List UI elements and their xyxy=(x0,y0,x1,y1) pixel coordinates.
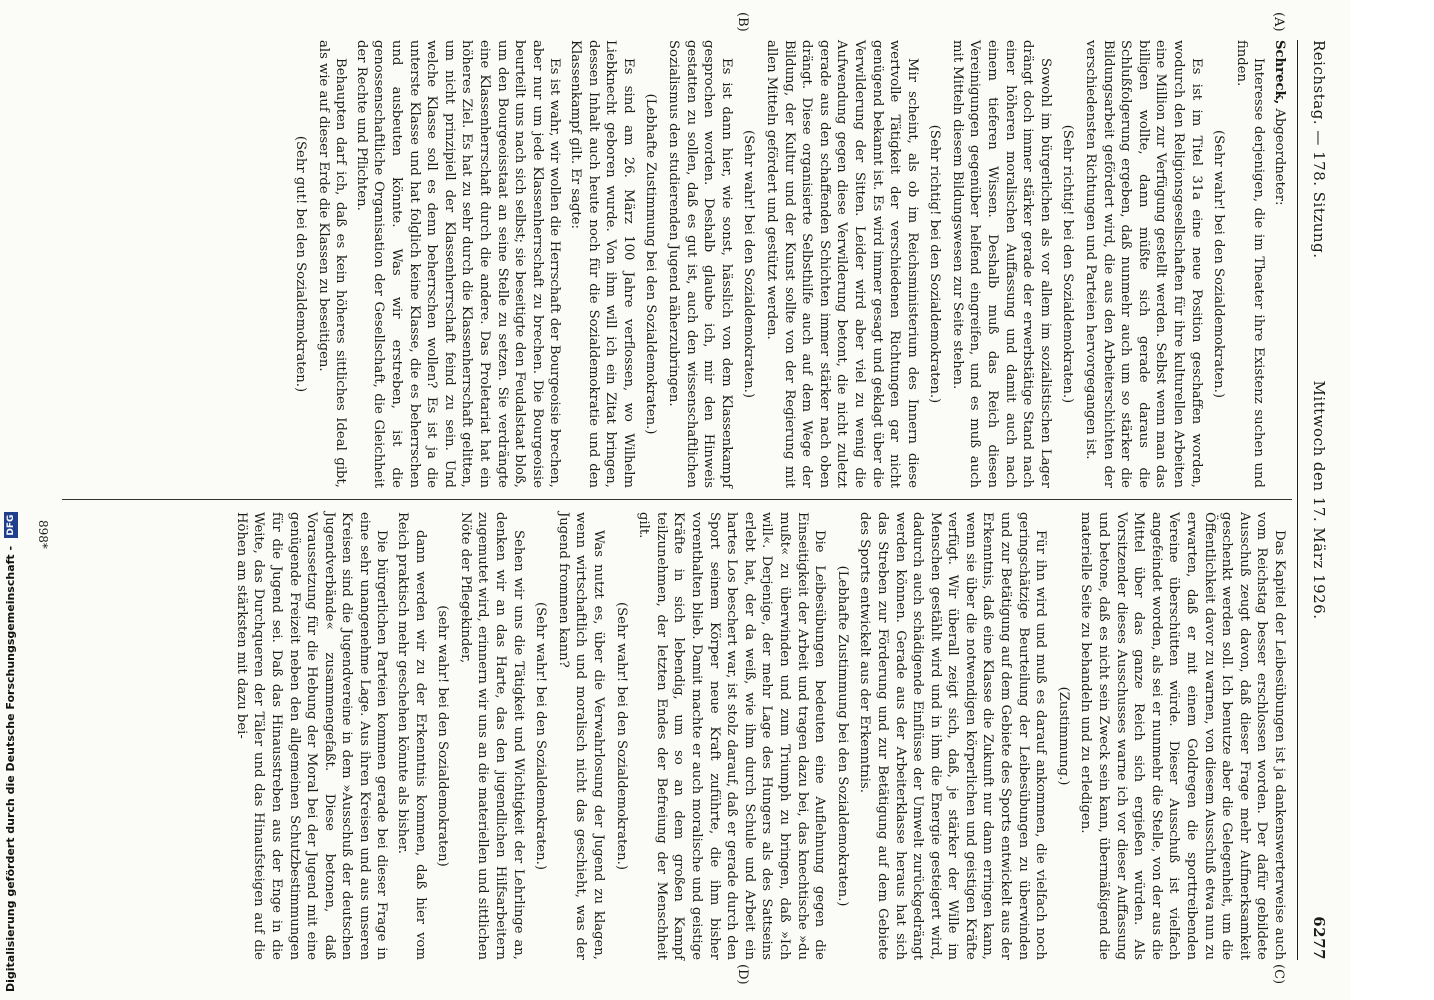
footer-page-number: 898* xyxy=(36,520,50,549)
paragraph: Es ist dann hier, wie sonst, hässlich von dem Klassenkampf gesprochen worden. Deshalb glaube ich, mir den Hinweis gestatten zu sollen, daß es gut ist, auch den wissenschaftlichen Sozialismus den studierenden Jugend näherzubringen. xyxy=(666,40,734,488)
paragraph: Für ihn wird und muß es darauf ankommen, die vielfach noch geringschätzige Beurteilung der Leibesübungen zu überwinden und zur Betätigung auf dem Gebiete des Sports entwickelt aus der Erkenntnis, daß eine Klasse die Zukunft nur dann erringen kann, wenn sie über die notwendigen körperlichen und geistigen Kräfte verfügt. Wir überall zeigt sich, daß, je stärker der Wille im Menschen gestählt wird und in ihm die Energie gesteigert wird, dadurch auch schädigende Einflüsse der Umwelt zurückgedrängt werden können. Gerade aus der Arbeiterklasse heraus hat sich das Streben zur Förderung und zur Betätigung auf dem Gebiete des Sports entwickelt aus der Erkenntnis. xyxy=(857,512,1049,960)
paragraph: Die bürgerlichen Parteien kommen gerade bei dieser Frage in eine sehr unangenehme Lage. Aus ihren Kreisen und aus unseren Kreisen sind die Jugendvereine in dem »Ausschuß der deutschen Jugendverbände« zusammengefaßt. Diese betonen, daß Voraussetzung für die Hebung der Moral bei der Jugend mit eine genügende Freizeit neben den allgemeinen Schutzbestimmungen für die Jugend sei. Daß das Hinausstreben aus der Enge in die Weite, das Durchqueren der Täler und das Hinaufsteigen auf die Höhen am stärksten mit dazu bei- xyxy=(233,512,390,960)
paragraph: Sehen wir uns die Tätigkeit und Wichtigkeit der Lehrlinge an, denken wir an das Harte, das den jugendlichen Hilfsarbeitern zugemutet wird, erinnern wir uns an die materiellen und sittlichen Nöte der Pflegekinder, xyxy=(457,512,526,960)
speaker-role: Abgeordneter: xyxy=(1272,108,1287,206)
right-column xyxy=(229,512,1288,960)
interjection: (Sehr wahr! bei den Sozialdemokraten.) xyxy=(741,130,757,398)
margin-marker-c: (C) xyxy=(1271,964,1286,985)
interjection: (Sehr wahr! bei den Sozialdemokraten.) xyxy=(533,602,549,870)
speaker-line xyxy=(1270,40,1288,488)
paragraph: Was nutzt es, über die Verwahrlosung der Jugend zu klagen, wenn wirtschaftlich und moralisch nicht das geschieht, was der Jugend frommen kann? xyxy=(555,512,607,960)
paragraph: Es ist im Titel 31a eine neue Position geschaffen worden, wodurch den Religionsgesellschaften für ihre kulturellen Arbeiten eine Million zur Verfügung gestellt werden. Selbst wenn man das billigen wollte, dann müßte sich gerade daraus die Schlußfolgerung ergeben, daß nunmehr auch um so stärker die Bildungsarbeit gefördert wird, die aus den Arbeiterschichten der verschiedensten Richtungen und Parteien hervorgegangen ist. xyxy=(1083,40,1204,488)
dfg-logo: DFG xyxy=(4,512,18,538)
interjection: (Lebhafte Zustimmung bei den Sozialdemokraten.) xyxy=(834,565,850,907)
paragraph: Interesse derjenigen, die im Theater ihre Existenz suchen und finden. xyxy=(1233,40,1267,488)
interjection: (Lebhafte Zustimmung bei den Sozialdemokraten.) xyxy=(643,93,659,435)
paragraph: Behaupten darf ich, daß es kein höheres sittliches Ideal gibt, als wie auf dieser Erde die Klassen zu beseitigen. xyxy=(315,40,349,488)
paragraph: Sowohl im bürgerlichen als vor allem im sozialistischen Lager drängt doch immer stärker gerade der erwerbstätige Stand nach einer höheren moralischen Auffassung und damit auch nach einem tieferen Wissen. Deshalb muß das Reich diesen Vereinigungen gegenüber helfend eingreifen, und es muß auch mit Mitteln diesem Bildungswesen zur Seite stehen. xyxy=(949,40,1053,488)
paragraph: Die Leibesübungen bedeuten eine Auflehnung gegen die Einseitigkeit der Arbeit und tragen dazu bei, das knechtische »du mußt« zu überwinden und zum Triumph zu bringen, daß »Ich will«. Derjenige, der mehr Lage des Hungers als des Sattseins erlebt hat, der da weiß, wie ihm durch Schule und Arbeit ein hartes Los beschert war, ist stolz darauf, daß er gerade durch den Sport seinem Körper neue Kraft zuführte, die ihm bisher vorenthalten blieb. Damit machte er auch moralische und geistige Kräfte in sich lebendig, um so an dem großen Kampf teilzunehmen, der letzten Endes der Befreiung der Menschheit gilt. xyxy=(636,512,828,960)
paragraph: dann werden wir zu der Erkenntnis kommen, daß hier vom Reich praktisch mehr geschehen könnte als bisher. xyxy=(395,512,428,960)
speaker-name: Schreck, xyxy=(1272,40,1287,105)
interjection: (Zustimmung.) xyxy=(1055,686,1071,786)
paragraph: Das Kapitel der Leibesübungen ist ja dankenswerterweise auch vom Reichstag besser erschlossen worden. Der dafür gebildete Ausschuß zeugt davon, daß dieser Frage mehr Aufmerksamkeit geschenkt werden soll. Ich benutze aber die Gelegenheit, um die Öffentlichkeit davor zu warnen, von diesem Ausschuß etwa nun zu erwarten, daß er mit einem Goldregen die sporttreibenden Vereine überschütten würde. Dieser Ausschuß ist vielfach angefeindet worden, als sei er nunmehr die Stelle, von der aus die Mittel über das ganze Reich sich ergießen würden. Als Vorsitzender dieses Ausschusses warne ich vor dieser Auffassung und betone, daß es nicht sein Zweck sein kann, übermäßigend die materielle Seite zu behandeln und zu erledigen. xyxy=(1078,512,1287,960)
interjection: (Sehr gut! bei den Sozialdemokraten.) xyxy=(293,135,309,393)
header-left: Reichstag. — 178. Sitzung. xyxy=(1310,40,1328,259)
left-column xyxy=(287,40,1288,488)
page-header xyxy=(1302,40,1328,960)
column-divider xyxy=(62,499,1292,500)
paragraph: Es ist wahr, wir wollen die Herrschaft der Bourgeoisie brechen, aber nur um jede Klassenherrschaft zu brechen. Die Bourgeoisie beurteilt uns nach sich selbst; sie beseitigte den Feudalstaat bloß, um den Bourgeoisstaat an seine Stelle zu setzen. Sie verdrängte eine Klassenherrschaft durch die andere. Das Proletariat hat ein höheres Ziel. Es hat zu sehr durch die Klassenherrschaft gelitten, um nicht prinzipiell der Klassenherrschaft feind zu sein. Und welche Klasse soll es denn beherrschen wollen? Es ist ja die unterste Klasse und hat folglich keine Klasse, die es beherrschen und ausbeuten könnte. Was wir erstreben, ist die genossenschaftliche Organisation der Gesellschaft, die Gleichheit der Rechte und Pflichten. xyxy=(353,40,563,488)
header-date: Mittwoch den 17. März 1926. xyxy=(1310,380,1328,620)
interjection: (Sehr wahr! bei den Sozialdemokraten.) xyxy=(1211,130,1227,398)
interjection: (Sehr richtig! bei den Sozialdemokraten.) xyxy=(1060,124,1076,404)
credit-text: Digitalisierung gefördert durch die Deutsche Forschungsgemeinschaft - xyxy=(4,545,17,992)
interjection: (Sehr wahr! bei den Sozialdemokraten.) xyxy=(613,602,629,870)
digitization-credit xyxy=(2,514,20,992)
margin-marker-a: (A) xyxy=(1271,12,1286,32)
margin-marker-d: (D) xyxy=(735,964,750,985)
paragraph: Es sind am 26. März 100 Jahre verflossen, wo Wilhelm Liebknecht geboren wurde. Von ihm will ich ein Zitat bringen, dessen Inhalt auch heute noch für die Sozialdemokratie und den Klassenkampf gilt. Er sagte: xyxy=(568,40,636,488)
header-rule xyxy=(1297,40,1298,960)
margin-marker-b: (B) xyxy=(735,12,750,32)
interjection: (sehr wahr! bei den Sozialdemokraten) xyxy=(435,605,451,867)
paragraph: Mir scheint, als ob im Reichsministerium des Innern diese wertvolle Tätigkeit der verschiedenen Richtungen gar nicht genügend bekannt ist. Es wird immer gesagt und geklagt über die Verwilderung der Sitten. Leider wird aber viel zu wenig die Aufwendung gegen diese Verwilderung betont, die nicht zuletzt gerade aus den schaffenden Schichten immer stärker nach oben drängt. Diese organisierte Selbsthilfe auch auf dem Wege der Bildung, der Kultur und der Kunst sollte von der Regierung mit allen Mitteln gefördert und gestützt werden. xyxy=(763,40,920,488)
interjection: (Sehr richtig! bei den Sozialdemokraten.) xyxy=(927,124,943,404)
page-number: 6277 xyxy=(1310,916,1328,960)
